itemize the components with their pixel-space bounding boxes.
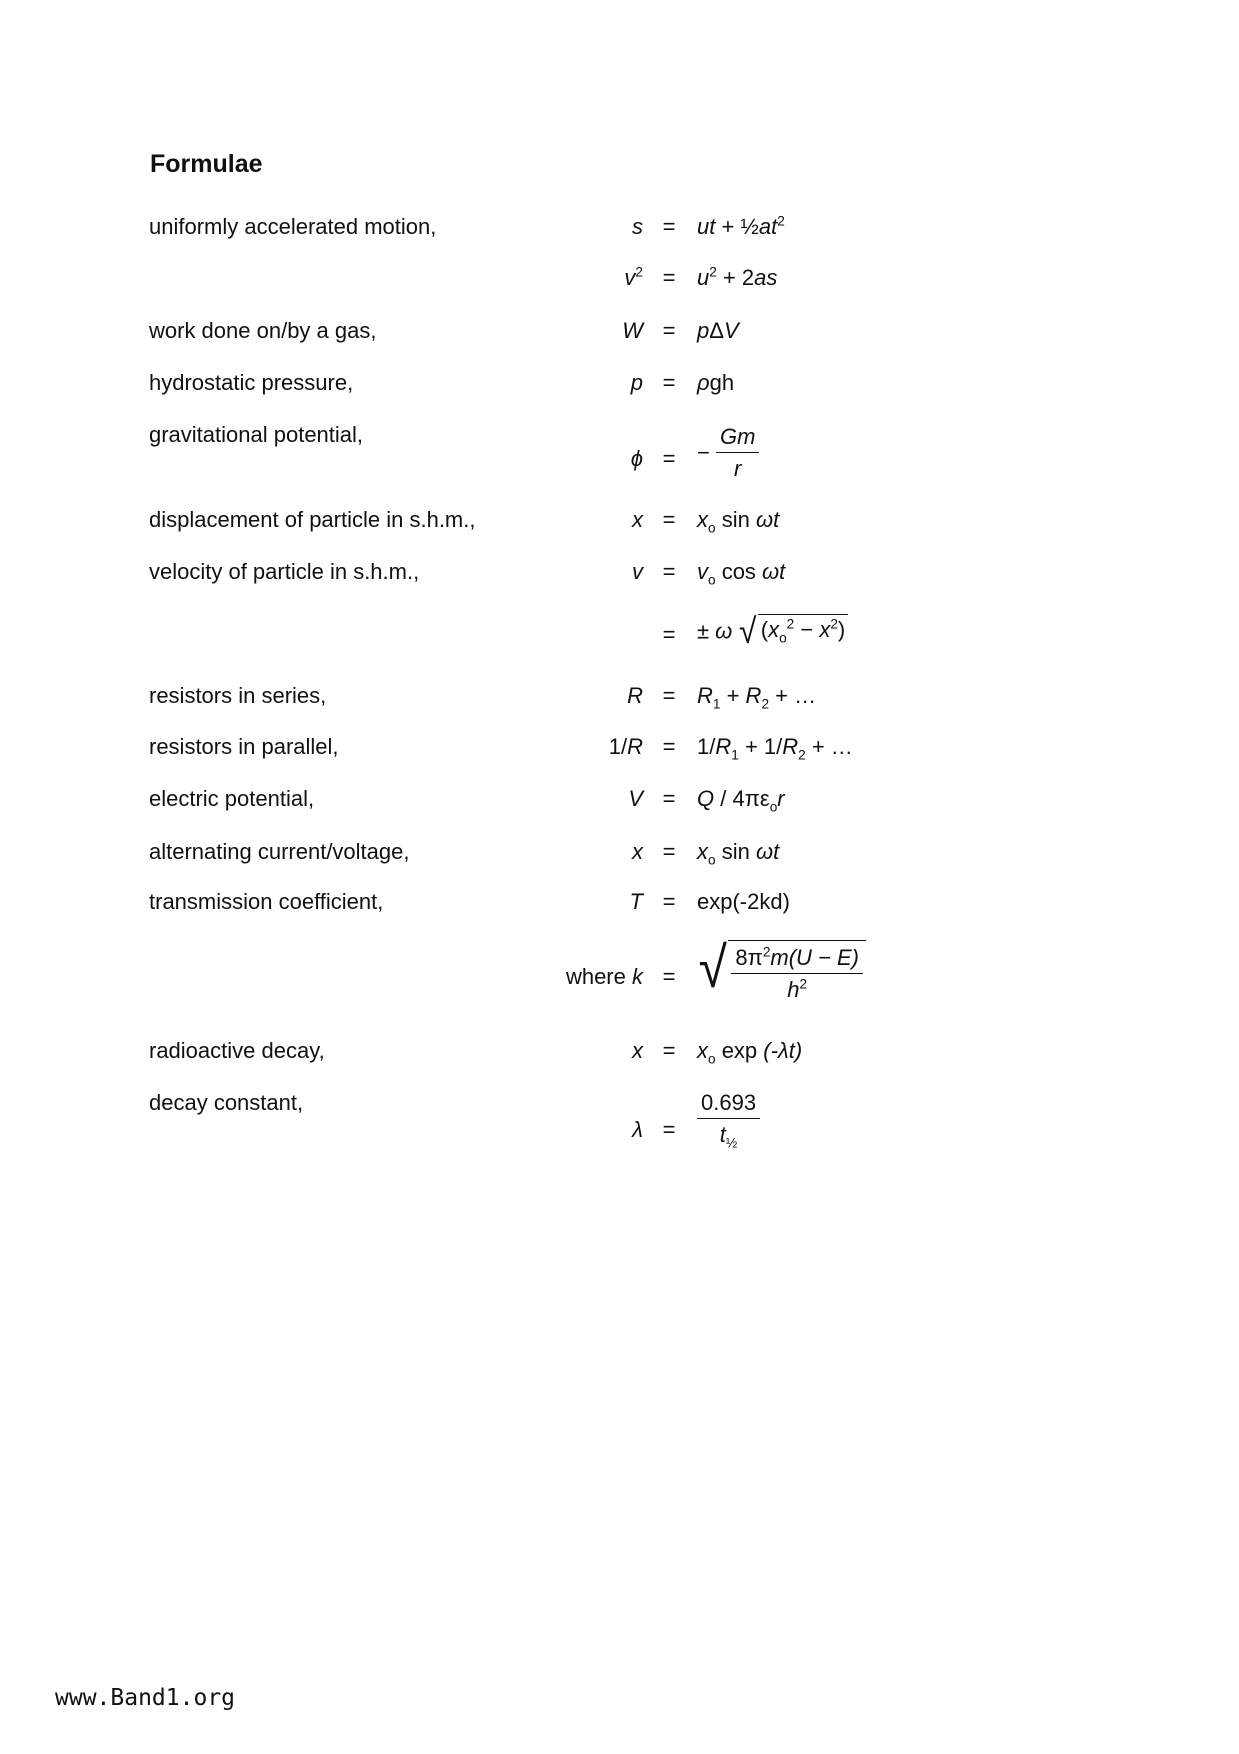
formula-row-electric-potential — [0, 786, 1239, 826]
formula-description: decay constant, — [149, 1090, 304, 1115]
equals-sign: = — [662, 1117, 676, 1142]
equals-sign: = — [662, 786, 676, 811]
equals-sign: = — [662, 265, 676, 290]
equals-sign: = — [662, 964, 676, 989]
page-title: Formulae — [150, 150, 263, 178]
formula-lhs: v — [632, 559, 643, 584]
formula-rhs: ρgh — [697, 370, 735, 395]
formula-description: uniformly accelerated motion, — [149, 214, 437, 239]
equals-sign: = — [662, 370, 676, 395]
formula-lhs: p — [630, 370, 643, 395]
formula-row-shm-displacement — [0, 507, 1239, 547]
equals-sign: = — [662, 1038, 676, 1063]
formula-row-radioactive-decay — [0, 1038, 1239, 1078]
formula-description: radioactive decay, — [149, 1038, 325, 1063]
formula-row-velocity-squared — [0, 265, 1239, 305]
formula-rhs: $v_o$ cos ωt — [697, 559, 786, 588]
formula-lhs: $v^2$ — [624, 264, 643, 290]
fraction: $\frac{8\pi^2m(U - E)}{h^2}$ — [731, 945, 863, 1003]
formula-row-decay-constant — [0, 1090, 1239, 1170]
formula-lhs: V — [628, 786, 643, 811]
formula-row-uniform-motion — [0, 214, 1239, 254]
formula-description: resistors in series, — [149, 683, 327, 708]
equals-sign: = — [662, 622, 676, 647]
formula-rhs: $u^2 + 2as$ — [697, 264, 778, 290]
formula-description: alternating current/voltage, — [149, 839, 410, 864]
equals-sign: = — [662, 559, 676, 584]
formula-rhs: pΔV — [697, 318, 739, 343]
formula-rhs: ± ω √ $(x_o^2 - x^2)$ — [697, 614, 848, 649]
formula-lhs: x — [632, 839, 643, 864]
square-root: √ $\frac{8\pi^2m(U - E)}{h^2}$ — [697, 940, 866, 1003]
formula-description: transmission coefficient, — [149, 889, 384, 914]
formula-lhs: W — [622, 318, 643, 343]
formula-row-alternating-current — [0, 839, 1239, 879]
formula-row-hydrostatic-pressure — [0, 370, 1239, 410]
formula-rhs: $x_o$ sin ωt — [697, 839, 780, 868]
formula-description: gravitational potential, — [149, 422, 364, 447]
equals-sign: = — [662, 734, 676, 759]
formula-row-shm-velocity-sqrt — [0, 614, 1239, 662]
formula-row-wave-number — [0, 936, 1239, 1020]
formula-rhs: ut + $\frac{1}{2}at^2$ — [697, 213, 785, 239]
formula-row-resistors-series — [0, 683, 1239, 723]
formula-description: resistors in parallel, — [149, 734, 339, 759]
equals-sign: = — [662, 214, 676, 239]
formula-lhs: s — [632, 214, 643, 239]
formula-row-shm-velocity — [0, 559, 1239, 599]
formula-lhs: ϕ — [630, 446, 643, 471]
formula-row-resistors-parallel — [0, 734, 1239, 774]
formula-rhs: $R_1 + R_2$ + … — [697, 683, 817, 712]
formula-row-work-gas — [0, 318, 1239, 358]
formula-lhs: λ — [632, 1117, 643, 1142]
formula-description: velocity of particle in s.h.m., — [149, 559, 420, 584]
equals-sign: = — [662, 889, 676, 914]
formula-lhs: x — [632, 507, 643, 532]
formula-rhs — [697, 1090, 760, 1151]
formula-rhs: − $\frac{Gm}{r}$ — [697, 424, 759, 482]
equals-sign: = — [662, 683, 676, 708]
formula-description: work done on/by a gas, — [149, 318, 377, 343]
formula-row-gravitational-potential — [0, 422, 1239, 492]
equals-sign: = — [662, 839, 676, 864]
formula-rhs: $1/R_1 + 1/R_2$ + … — [697, 734, 853, 763]
formula-lhs: T — [629, 889, 643, 914]
equals-sign: = — [662, 318, 676, 343]
formula-description: electric potential, — [149, 786, 315, 811]
equals-sign: = — [662, 507, 676, 532]
square-root: √ $(x_o^2 - x^2)$ — [738, 614, 848, 649]
fraction: $\frac{0.693}{t_{\frac{1}{2}}}$ — [697, 1090, 760, 1148]
formula-description: displacement of particle in s.h.m., — [149, 507, 476, 532]
formula-rhs: exp(-2kd) — [697, 889, 790, 914]
equals-sign: = — [662, 446, 676, 471]
formula-description: hydrostatic pressure, — [149, 370, 354, 395]
formula-rhs — [697, 936, 866, 1003]
formula-lhs: where k — [565, 964, 643, 989]
formula-rhs: $x_o$ exp (-λt) — [697, 1038, 803, 1067]
formula-lhs: 1/R — [608, 734, 643, 759]
formula-rhs: Q / $4\pi\varepsilon_or$ — [697, 786, 785, 815]
fraction: $\frac{Gm}{r}$ — [716, 424, 759, 482]
formula-lhs: x — [632, 1038, 643, 1063]
formula-row-transmission-coefficient — [0, 889, 1239, 929]
footer-website: www.Band1.org — [55, 1685, 236, 1711]
formula-rhs: $x_o$ sin ωt — [697, 507, 780, 536]
formula-lhs: R — [627, 683, 643, 708]
